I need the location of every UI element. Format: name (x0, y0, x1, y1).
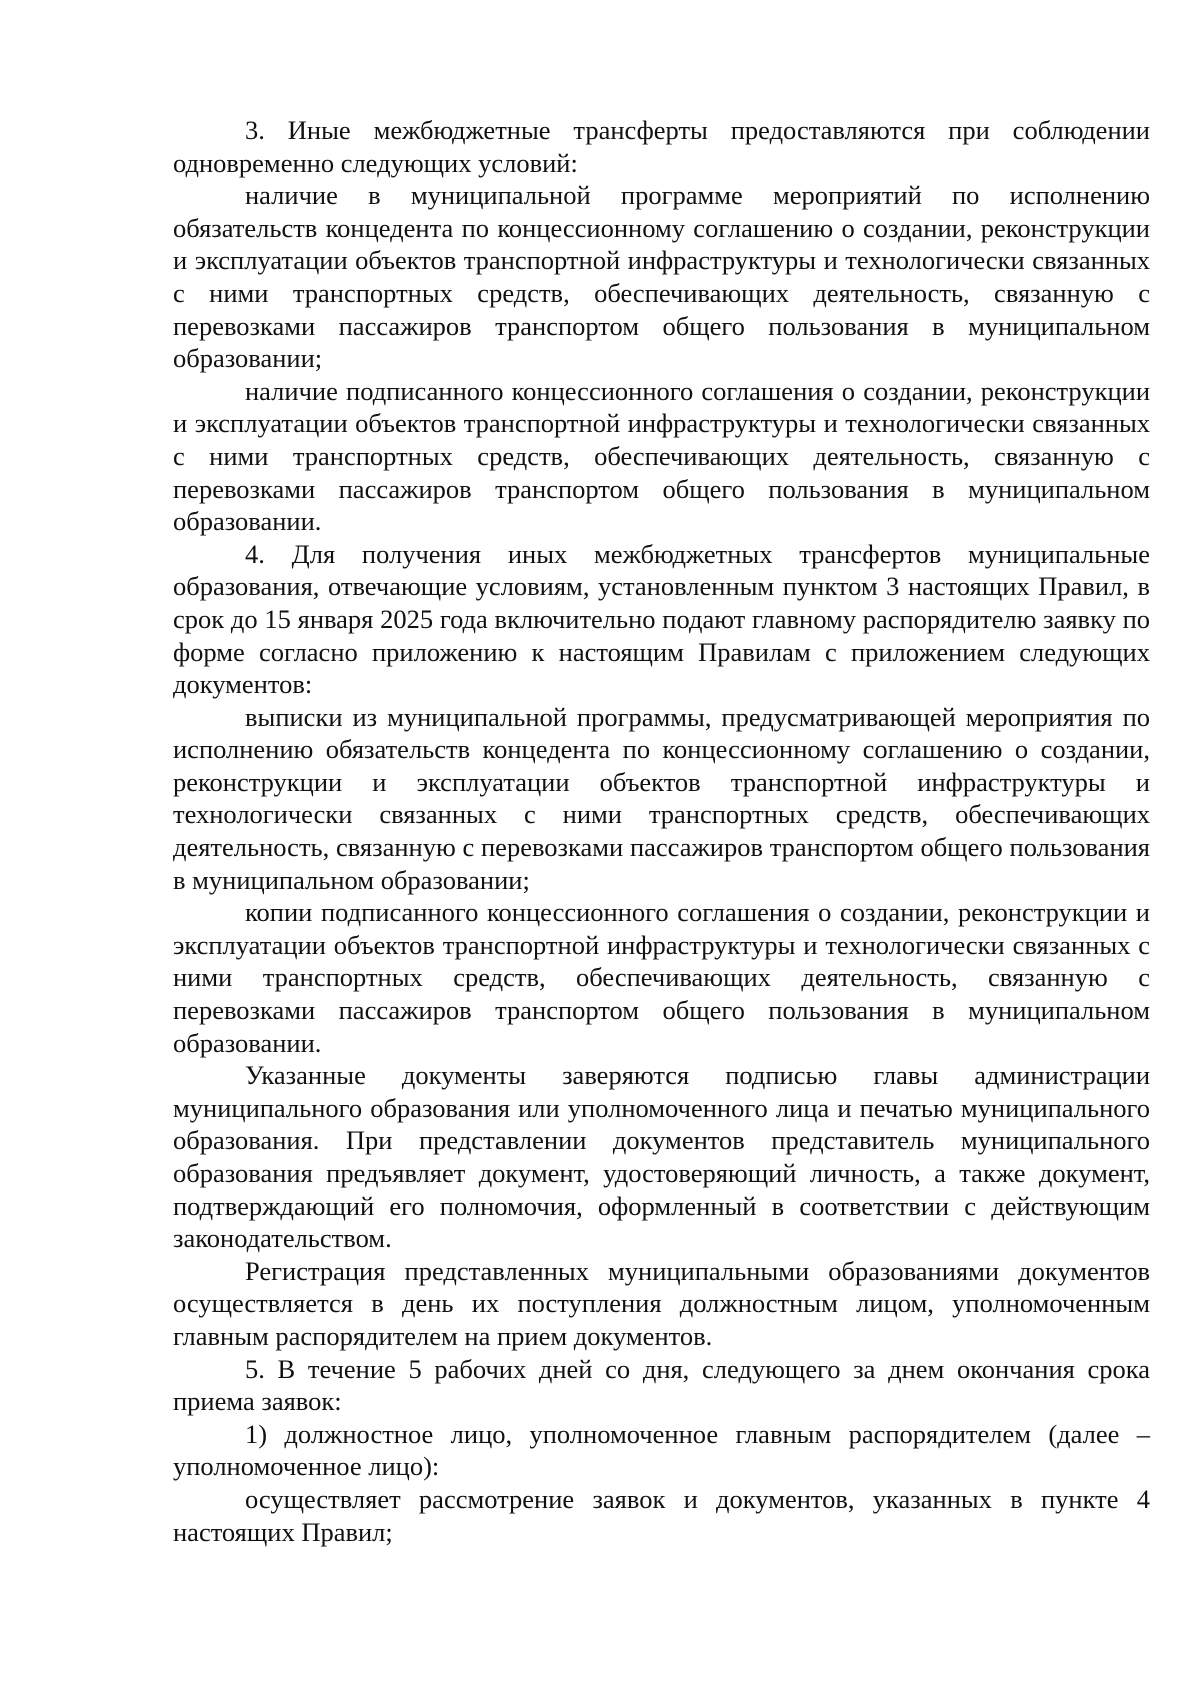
paragraph-review: осуществляет рассмотрение заявок и документов, указанных в пункте 4 настоящих Правил; (173, 1483, 1150, 1547)
document-body (173, 114, 1150, 1548)
paragraph-condition-agreement: наличие подписанного концессионного соглашения о создании, реконструкции и эксплуатации объектов транспортной инфраструктуры и технологически связанных с ними транспортных средств, обеспечивающих деятельность, связанную с перевозками пассажиров транспортом общего пользования в муниципальном образовании. (173, 375, 1150, 537)
paragraph-condition-program: наличие в муниципальной программе мероприятий по исполнению обязательств концедента по концессионному соглашению о создании, реконструкции и эксплуатации объектов транспортной инфраструктуры и технологически связанных с ними транспортных средств, обеспечивающих деятельность, связанную с перевозками пассажиров транспортом общего пользования в муниципальном образовании; (173, 180, 1150, 374)
paragraph-doc-copy: копии подписанного концессионного соглашения о создании, реконструкции и эксплуатации объектов транспортной инфраструктуры и технологически связанных с ними транспортных средств, обеспечивающих деятельность, связанную с перевозками пассажиров транспортом общего пользования в муниципальном образовании. (173, 897, 1150, 1058)
paragraph-item-4: 4. Для получения иных межбюджетных трансфертов муниципальные образования, отвечающие условиям, установленным пунктом 3 настоящих Правил, в срок до 15 января 2025 года включительно подают главному распорядителю заявку по форме согласно приложению к настоящим Правилам с приложением следующих документов: (173, 538, 1150, 700)
paragraph-doc-extract: выписки из муниципальной программы, предусматривающей мероприятия по исполнению обязательств концедента по концессионному соглашению о создании, реконструкции и эксплуатации объектов транспортной инфраструктуры и технологически связанных с ними транспортных средств, обеспечивающих деятельность, связанную с перевозками пассажиров транспортом общего пользования в муниципальном образовании; (173, 701, 1150, 895)
paragraph-subitem-1: 1) должностное лицо, уполномоченное главным распорядителем (далее – уполномоченное лицо): (173, 1418, 1150, 1482)
paragraph-registration: Регистрация представленных муниципальными образованиями документов осуществляется в день их поступления должностным лицом, уполномоченным главным распорядителем на прием документов. (173, 1255, 1150, 1351)
paragraph-item-3: 3. Иные межбюджетные трансферты предоставляются при соблюдении одновременно следующих условий: (173, 115, 1150, 178)
paragraph-item-5: 5. В течение 5 рабочих дней со дня, следующего за днем окончания срока приема заявок: (173, 1353, 1150, 1417)
paragraph-certification: Указанные документы заверяются подписью главы администрации муниципального образования или уполномоченного лица и печатью муниципального образования. При представлении документов представитель муниципального образования предъявляет документ, удостоверяющий личность, а также документ, подтверждающий его полномочия, оформленный в соответствии с действующим законодательством. (173, 1060, 1150, 1254)
